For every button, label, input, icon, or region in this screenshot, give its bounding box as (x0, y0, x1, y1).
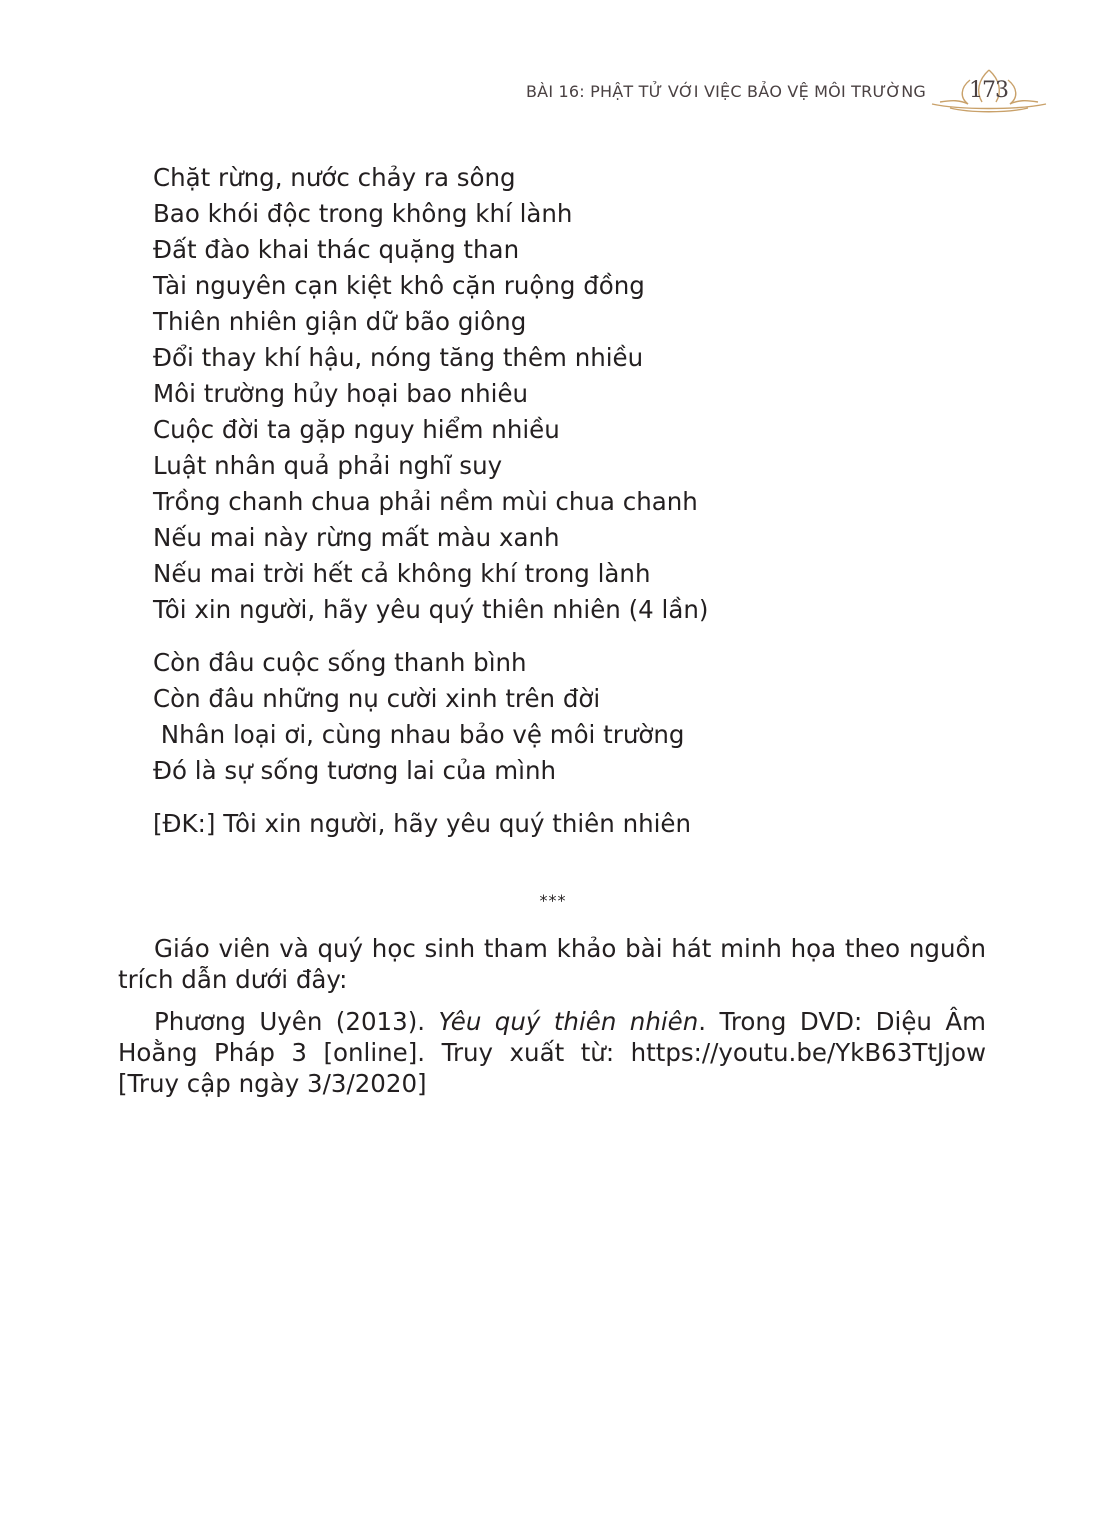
page-header (520, 78, 1040, 118)
citation-paragraph (118, 1006, 986, 1099)
separator-asterisks: *** (539, 891, 567, 910)
poem-line: Chặt rừng, nước chảy ra sông (153, 163, 516, 192)
poem-line: Môi trường hủy hoại bao nhiêu (153, 379, 529, 408)
poem-line: Nếu mai trời hết cả không khí trong lành (153, 559, 651, 588)
poem-line: Đó là sự sống tương lai của mình (153, 756, 557, 785)
poem-line: Còn đâu cuộc sống thanh bình (153, 648, 527, 677)
citation-song-title: Yêu quý thiên nhiên (438, 1007, 699, 1036)
poem-line: Tài nguyên cạn kiệt khô cặn ruộng đồng (153, 271, 645, 300)
poem-line: Thiên nhiên giận dữ bão giông (153, 307, 527, 336)
poem-line: Còn đâu những nụ cười xinh trên đời (153, 684, 601, 713)
poem-stanza-1 (153, 160, 708, 628)
poem-line: Luật nhân quả phải nghĩ suy (153, 451, 503, 480)
chapter-title: BÀI 16: PHẬT TỬ VỚI VIỆC BẢO VỆ MÔI TRƯỜNG (526, 82, 926, 101)
page-number: 173 (969, 78, 1008, 103)
poem-line: Trồng chanh chua phải nềm mùi chua chanh (153, 487, 698, 516)
poem-line: Nhân loại ơi, cùng nhau bảo vệ môi trường (153, 720, 685, 749)
poem-line: Cuộc đời ta gặp nguy hiểm nhiều (153, 415, 560, 444)
poem-stanza-2 (153, 645, 684, 789)
citation-source: . Trong DVD: Diệu Âm Hoằng Pháp 3 [online]. Truy xuất từ: https://youtu.be/YkB63TtJjow [Truy cập ngày 3/3/2020] (118, 1007, 986, 1098)
refrain-line: [ĐK:] Tôi xin người, hãy yêu quý thiên nhiên (153, 809, 692, 838)
intro-paragraph: Giáo viên và quý học sinh tham khảo bài hát minh họa theo nguồn trích dẫn dưới đây: (118, 934, 986, 994)
poem-line: Tôi xin người, hãy yêu quý thiên nhiên (4 lần) (153, 595, 709, 624)
poem-line: Đổi thay khí hậu, nóng tăng thêm nhiều (153, 343, 644, 372)
citation-author-year: Phương Uyên (2013). (154, 1007, 439, 1036)
poem-line: Nếu mai này rừng mất màu xanh (153, 523, 560, 552)
poem-line: Đất đào khai thác quặng than (153, 235, 520, 264)
section-separator (0, 891, 1106, 910)
poem-line: Bao khói độc trong không khí lành (153, 199, 573, 228)
